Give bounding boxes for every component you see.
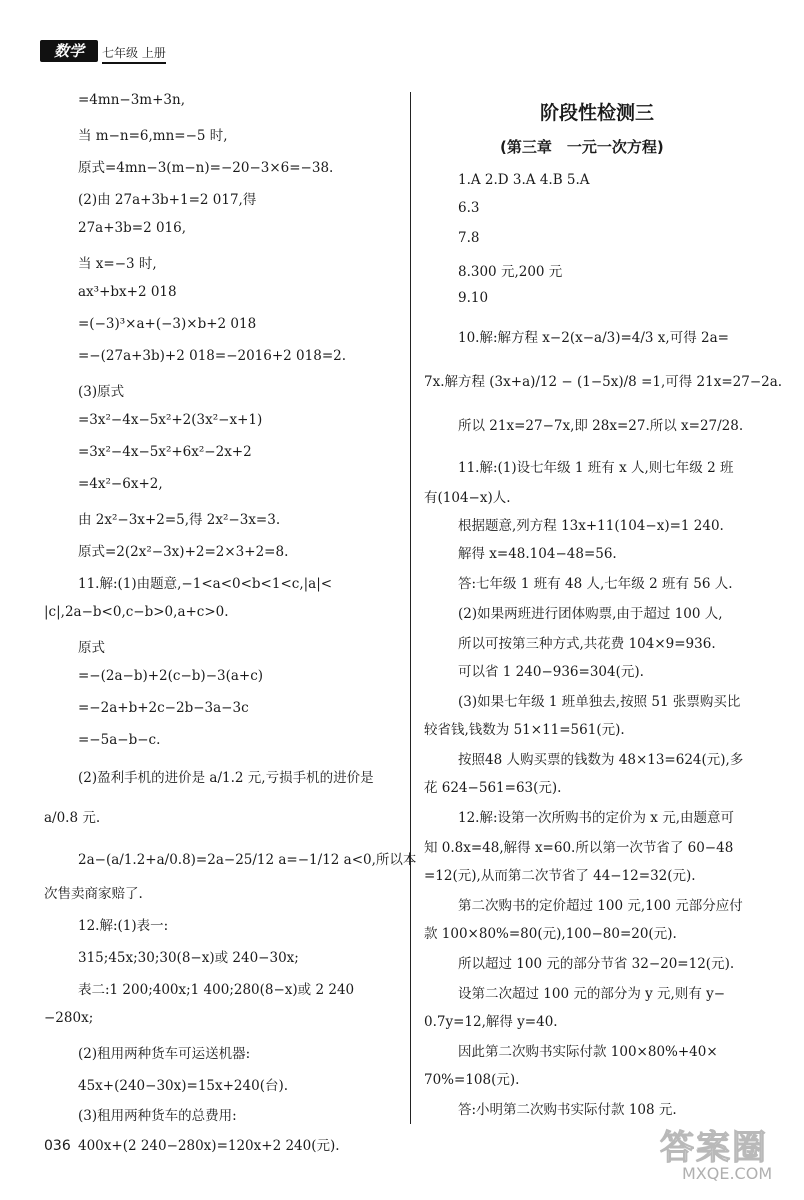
grade-label: 七年级 上册 <box>102 44 166 64</box>
left-line: −280x; <box>44 1010 94 1026</box>
left-line: =3x²−4x−5x²+2(3x²−x+1) <box>78 412 263 428</box>
right-line: =12(元),从而第二次节省了 44−12=32(元). <box>424 868 696 884</box>
left-line: =−(27a+3b)+2 018=−2016+2 018=2. <box>78 348 347 364</box>
left-line: 27a+3b=2 016, <box>78 220 187 236</box>
right-line: 11.解:(1)设七年级 1 班有 x 人,则七年级 2 班 <box>458 460 734 476</box>
left-line: 12.解:(1)表一: <box>78 918 169 934</box>
left-line: =−(2a−b)+2(c−b)−3(a+c) <box>78 668 264 684</box>
left-line: 表二:1 200;400x;1 400;280(8−x)或 2 240 <box>78 982 355 998</box>
right-line: 9.10 <box>458 290 489 306</box>
left-line: 315;45x;30;30(8−x)或 240−30x; <box>78 950 299 966</box>
right-line: 答:小明第二次购书实际付款 108 元. <box>458 1102 677 1118</box>
left-line: (3)原式 <box>78 384 125 400</box>
left-line: 45x+(240−30x)=15x+240(台). <box>78 1078 289 1094</box>
left-line: (2)租用两种货车可运送机器: <box>78 1046 251 1062</box>
right-line: 6.3 <box>458 200 480 216</box>
right-line: 花 624−561=63(元). <box>424 780 562 796</box>
page-number: 036 <box>44 1138 71 1154</box>
right-line: 解得 x=48.104−48=56. <box>458 546 617 562</box>
right-line: 可以省 1 240−936=304(元). <box>458 664 644 680</box>
watermark-logo-text: 答案圈 <box>660 1128 768 1168</box>
left-line: ax³+bx+2 018 <box>78 284 177 300</box>
left-line: =−2a+b+2c−2b−3a−3c <box>78 700 249 716</box>
left-line: 当 x=−3 时, <box>78 256 157 272</box>
right-line: 1.A 2.D 3.A 4.B 5.A <box>458 172 590 188</box>
right-line: 较省钱,钱数为 51×11=561(元). <box>424 722 625 738</box>
left-line: 由 2x²−3x+2=5,得 2x²−3x=3. <box>78 512 281 528</box>
section-subtitle: (第三章 一元一次方程) <box>500 138 664 156</box>
right-line: 设第二次超过 100 元的部分为 y 元,则有 y− <box>458 986 726 1002</box>
right-line: 所以 21x=27−7x,即 28x=27.所以 x=27/28. <box>458 418 744 434</box>
right-line: (3)如果七年级 1 班单独去,按照 51 张票购买比 <box>458 694 741 710</box>
watermark <box>660 1120 800 1190</box>
right-line: 第二次购书的定价超过 100 元,100 元部分应付 <box>458 898 743 914</box>
left-line: 次售卖商家赔了. <box>44 886 143 902</box>
left-line: 11.解:(1)由题意,−1<a<0<b<1<c,|a|< <box>78 576 333 592</box>
right-line: 12.解:设第一次所购书的定价为 x 元,由题意可 <box>458 810 735 826</box>
right-line: 70%=108(元). <box>424 1072 520 1088</box>
right-line: 10.解:解方程 x−2(x−a/3)=4/3 x,可得 2a= <box>458 330 729 346</box>
right-line: 所以超过 100 元的部分节省 32−20=12(元). <box>458 956 735 972</box>
right-line: 7.8 <box>458 230 480 246</box>
right-line: 8.300 元,200 元 <box>458 264 563 280</box>
left-line: =−5a−b−c. <box>78 732 161 748</box>
section-title: 阶段性检测三 <box>540 102 655 124</box>
right-line: 答:七年级 1 班有 48 人,七年级 2 班有 56 人. <box>458 576 733 592</box>
right-line: 知 0.8x=48,解得 x=60.所以第一次节省了 60−48 <box>424 840 734 856</box>
left-line: =3x²−4x−5x²+6x²−2x+2 <box>78 444 252 460</box>
subject-label: 数学 <box>40 40 98 62</box>
left-line: =(−3)³×a+(−3)×b+2 018 <box>78 316 257 332</box>
left-line: (2)由 27a+3b+1=2 017,得 <box>78 192 257 208</box>
right-line: 7x.解方程 (3x+a)/12 − (1−5x)/8 =1,可得 21x=27−2a. <box>424 374 783 390</box>
left-line: (2)盈利手机的进价是 a/1.2 元,亏损手机的进价是 <box>78 770 374 786</box>
left-line: 原式=2(2x²−3x)+2=2×3+2=8. <box>78 544 289 560</box>
right-line: 款 100×80%=80(元),100−80=20(元). <box>424 926 677 942</box>
left-line: 当 m−n=6,mn=−5 时, <box>78 128 228 144</box>
left-line: 2a−(a/1.2+a/0.8)=2a−25/12 a=−1/12 a<0,所以本 <box>78 852 417 868</box>
left-line: 400x+(2 240−280x)=120x+2 240(元). <box>78 1138 340 1154</box>
left-line: a/0.8 元. <box>44 810 101 826</box>
right-line: 根据题意,列方程 13x+11(104−x)=1 240. <box>458 518 724 534</box>
right-line: (2)如果两班进行团体购票,由于超过 100 人, <box>458 606 723 622</box>
watermark-url: MXQE.COM <box>682 1164 773 1183</box>
right-line: 因此第二次购书实际付款 100×80%+40× <box>458 1044 718 1060</box>
left-line: =4x²−6x+2, <box>78 476 163 492</box>
left-line: (3)租用两种货车的总费用: <box>78 1108 237 1124</box>
right-line: 有(104−x)人. <box>424 490 511 506</box>
left-line: |c|,2a−b<0,c−b>0,a+c>0. <box>44 604 229 620</box>
left-line: 原式 <box>78 640 105 656</box>
right-line: 按照48 人购买票的钱数为 48×13=624(元),多 <box>458 752 744 768</box>
left-line: =4mn−3m+3n, <box>78 92 185 108</box>
left-line: 原式=4mn−3(m−n)=−20−3×6=−38. <box>78 160 334 176</box>
column-divider <box>410 92 411 1124</box>
right-line: 所以可按第三种方式,共花费 104×9=936. <box>458 636 716 652</box>
right-line: 0.7y=12,解得 y=40. <box>424 1014 558 1030</box>
